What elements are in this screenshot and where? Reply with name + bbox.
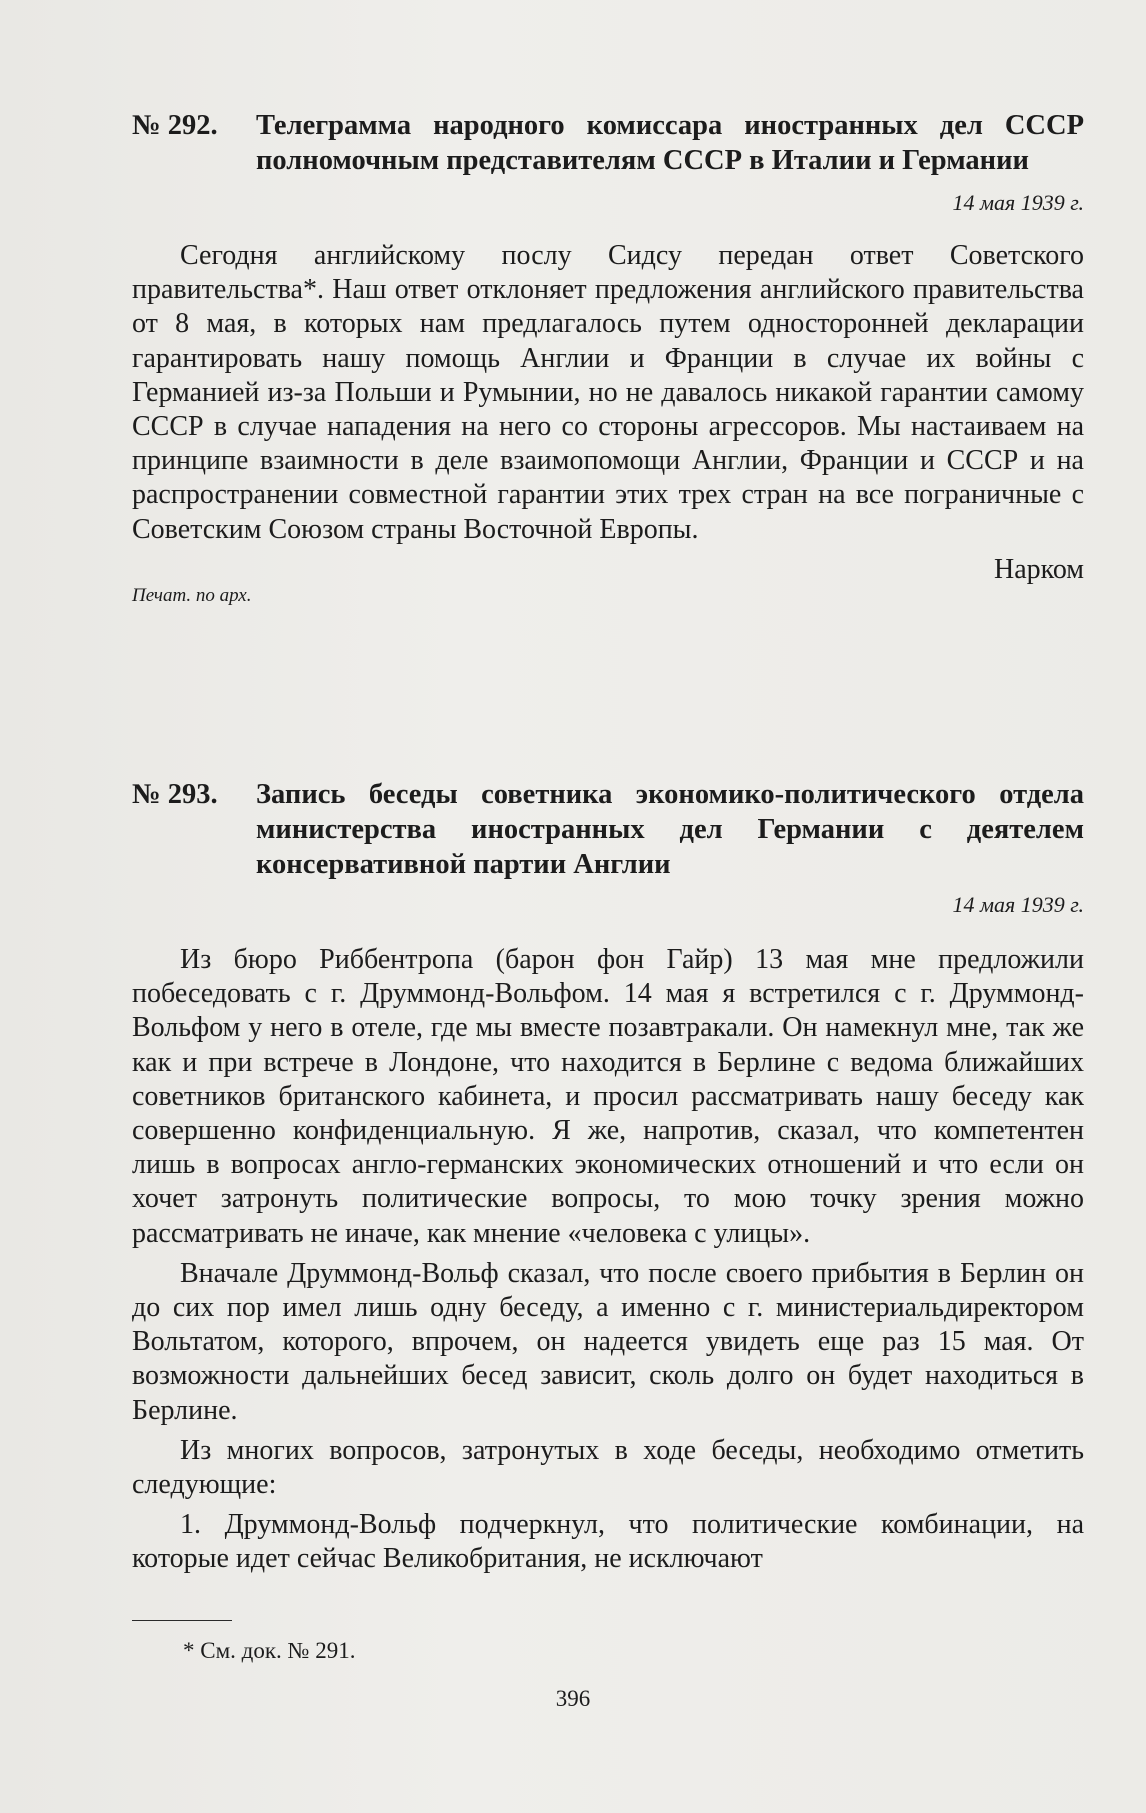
document-293-paragraph-4: 1. Друммонд-Вольф подчеркнул, что политические комбинации, на которые идет сейчас Великобритания, не исключают bbox=[132, 1509, 1084, 1575]
document-293-paragraph-1: Из бюро Риббентропа (барон фон Гайр) 13 мая мне предложили побеседовать с г. Друммонд-Вольфом. 14 мая я встретился с г. Друммонд-Вольфом у него в отеле, где мы вместе позавтракали. Он намекнул мне, так же как и при встрече в Лондоне, что находится в Берлине с ведома ближайших советников британского кабинета, и просил рассматривать нашу беседу как совершенно конфиденциальную. Я же, напротив, сказал, что компетентен лишь в вопросах англо-германских экономических отношений и что если он хочет затронуть политические вопросы, то мою точку зрения можно рассматривать не иначе, как мнение «человека с улицы». bbox=[132, 944, 1084, 1249]
document-293-heading bbox=[132, 777, 1084, 882]
document-293-title: Запись беседы советника экономико-политического отдела министерства иностранных дел Германии с деятелем консервативной партии Англии bbox=[256, 779, 1084, 880]
document-292-date: 14 мая 1939 г. bbox=[952, 190, 1084, 215]
document-293-number: № 293. bbox=[132, 779, 218, 810]
document-292-title: Телеграмма народного комиссара иностранных дел СССР полномочным представителям СССР в Италии и Германии bbox=[256, 110, 1084, 176]
document-292-source-note: Печат. по арх. bbox=[132, 584, 252, 606]
document-292-body: Сегодня английскому послу Сидсу передан ответ Советского правительства*. Наш ответ отклоняет предложения английского правительства от 8 мая, в которых нам предлагалось путем односторонней декларации гарантировать нашу помощь Англии и Франции в случае их войны с Германией из-за Польши и Румынии, но не давалось никакой гарантии самому СССР в случае нападения на него со стороны агрессоров. Мы настаиваем на принципе взаимности в деле взаимопомощи Англии, Франции и СССР и на распространении совместной гарантии этих трех стран на все пограничные с Советским Союзом страны Восточной Европы. bbox=[132, 240, 1084, 545]
page-number: 396 bbox=[555, 1686, 591, 1711]
document-292-signature: Нарком bbox=[993, 553, 1084, 585]
document-292-heading bbox=[132, 108, 1084, 178]
document-292 bbox=[132, 108, 1084, 607]
document-293-paragraph-2: Вначале Друммонд-Вольф сказал, что после своего прибытия в Берлин он до сих пор имел лишь одну беседу, а именно с г. министериальдиректором Вольтатом, которого, впрочем, он надеется увидеть еще раз 15 мая. От возможности дальнейших бесед зависит, сколь долго он будет находиться в Берлине. bbox=[132, 1257, 1084, 1426]
document-293 bbox=[132, 777, 1084, 1577]
footnote: * См. док. № 291. bbox=[183, 1638, 356, 1663]
document-292-number: № 292. bbox=[132, 110, 218, 141]
footnote-divider bbox=[132, 1620, 232, 1621]
document-293-date: 14 мая 1939 г. bbox=[952, 892, 1084, 917]
document-293-paragraph-3: Из многих вопросов, затронутых в ходе беседы, необходимо отметить следующие: bbox=[132, 1434, 1084, 1501]
